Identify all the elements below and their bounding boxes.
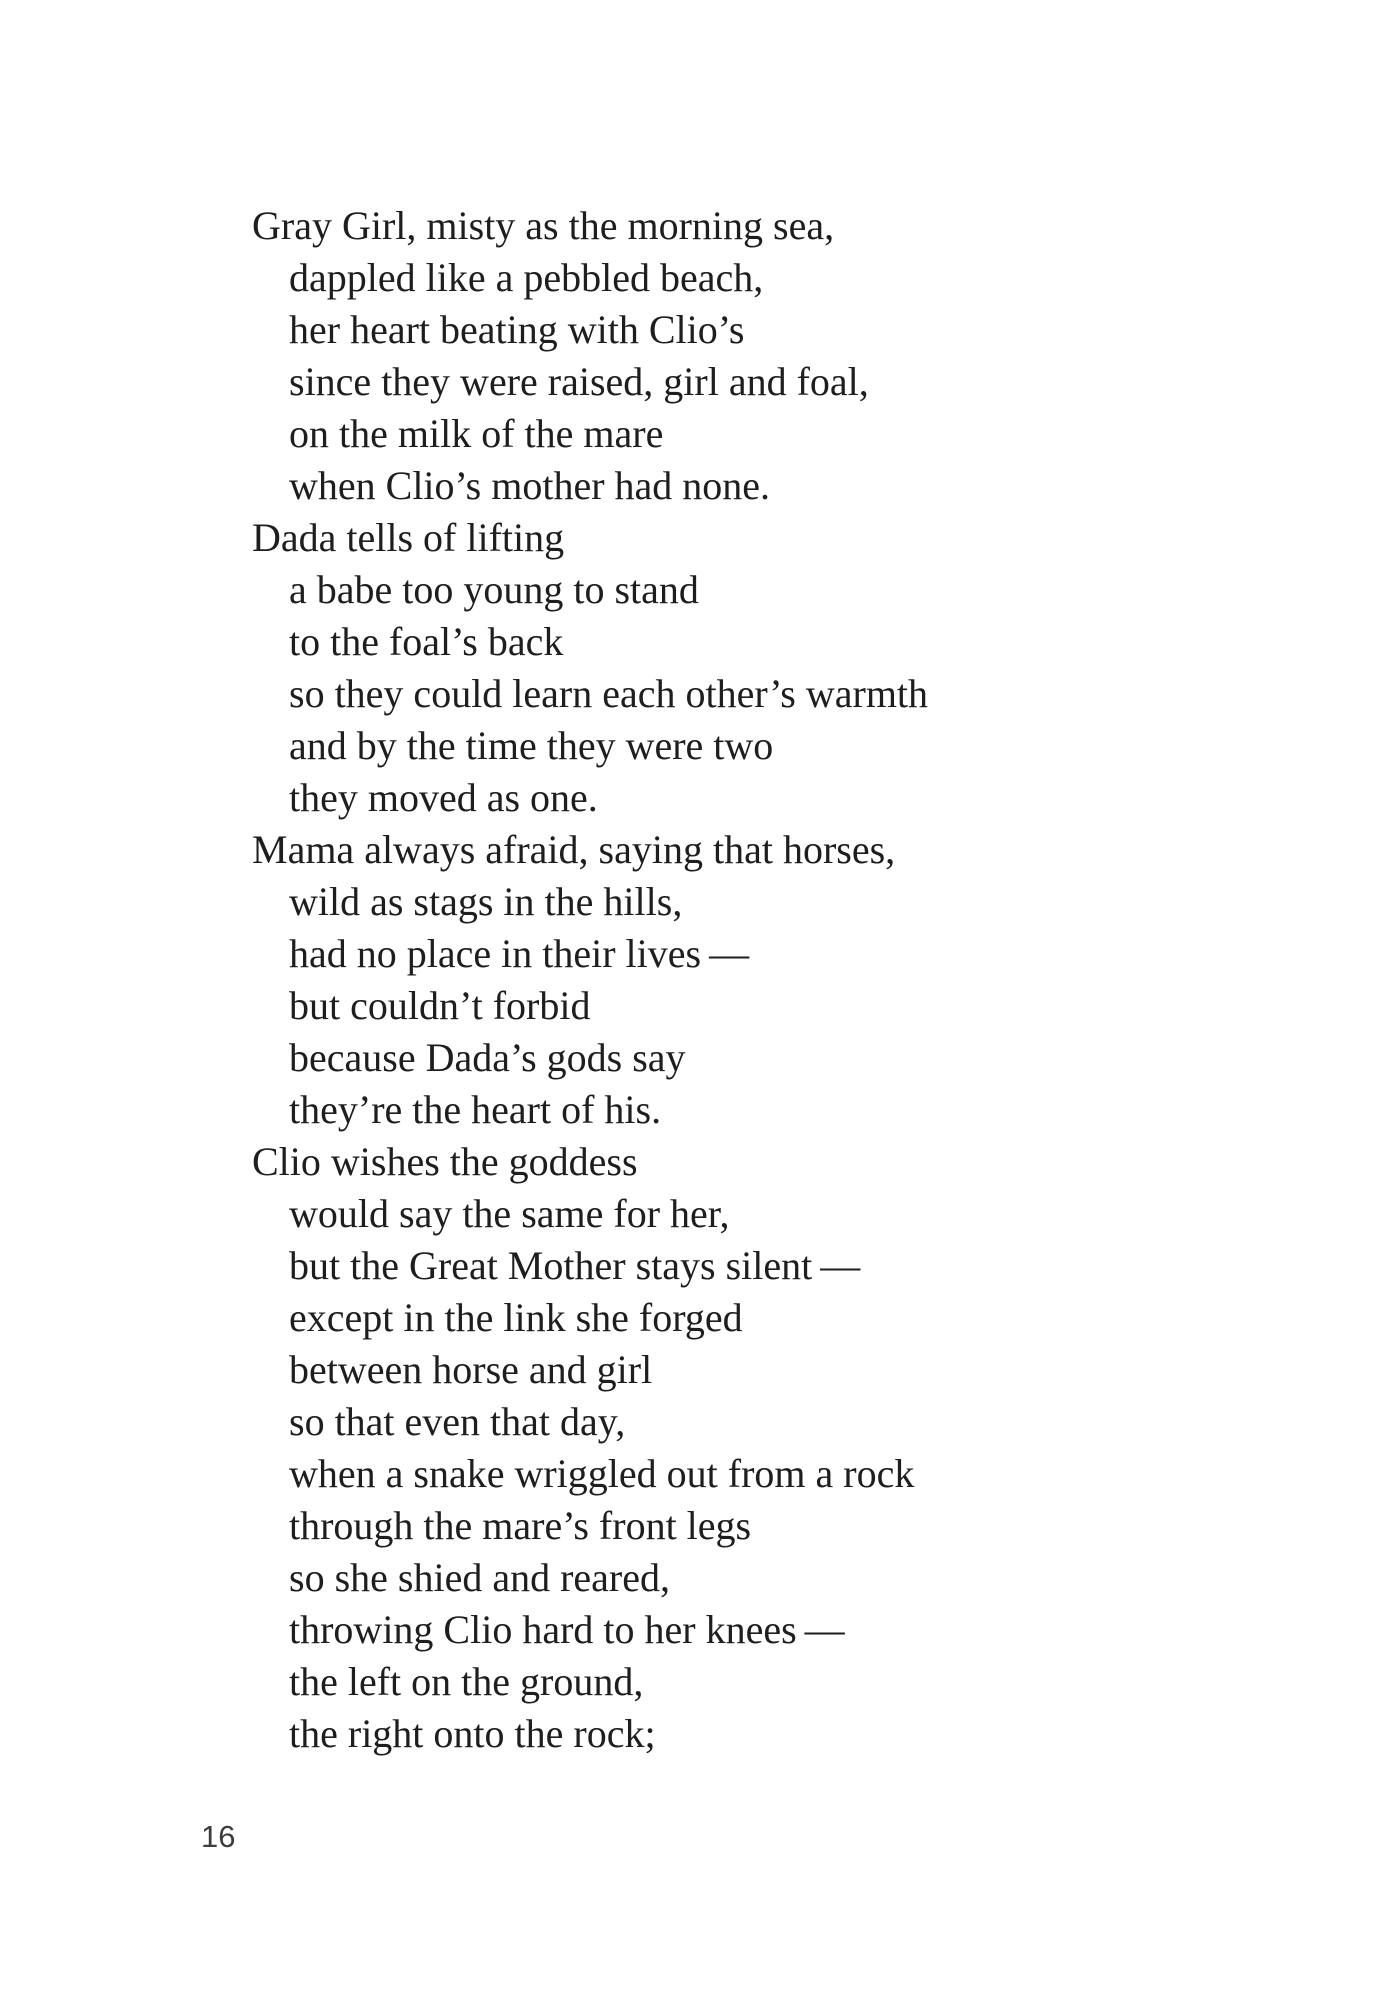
poem-line: on the milk of the mare: [289, 411, 664, 456]
poem-line: and by the time they were two: [289, 723, 774, 768]
poem-line: so she shied and reared,: [289, 1555, 670, 1600]
poem-line: the left on the ground,: [289, 1659, 644, 1704]
poem-line: had no place in their lives —: [289, 931, 750, 976]
poem-line: Dada tells of lifting: [252, 515, 565, 560]
poem-line: since they were raised, girl and foal,: [289, 359, 869, 404]
poem-line: Mama always afraid, saying that horses,: [252, 827, 896, 872]
poem-line: a babe too young to stand: [289, 567, 699, 612]
poem-line: Gray Girl, misty as the morning sea,: [252, 203, 835, 248]
poem-line: they’re the heart of his.: [289, 1087, 662, 1132]
poem-line: because Dada’s gods say: [289, 1035, 686, 1080]
poem-line: so that even that day,: [289, 1399, 626, 1444]
poem-line: except in the link she forged: [289, 1295, 743, 1340]
poem-line: wild as stags in the hills,: [289, 879, 683, 924]
poem-line: but couldn’t forbid: [289, 983, 591, 1028]
poem-line: Clio wishes the goddess: [252, 1139, 638, 1184]
poem-line: to the foal’s back: [289, 619, 564, 664]
poem-text-block: [252, 200, 928, 1760]
poem-line: throwing Clio hard to her knees —: [289, 1607, 845, 1652]
poem-line: so they could learn each other’s warmth: [289, 671, 929, 716]
page-number: 16: [201, 1819, 236, 1854]
poem-line: between horse and girl: [289, 1347, 653, 1392]
poem-line: when Clio’s mother had none.: [289, 463, 771, 508]
poem-line: through the mare’s front legs: [289, 1503, 752, 1548]
poem-line: but the Great Mother stays silent —: [289, 1243, 861, 1288]
poem-line: the right onto the rock;: [289, 1711, 656, 1756]
poem-line: her heart beating with Clio’s: [289, 307, 745, 352]
poem-line: when a snake wriggled out from a rock: [289, 1451, 915, 1496]
poem-line: dappled like a pebbled beach,: [289, 255, 764, 300]
poem-line: they moved as one.: [289, 775, 598, 820]
poem-line: would say the same for her,: [289, 1191, 730, 1236]
